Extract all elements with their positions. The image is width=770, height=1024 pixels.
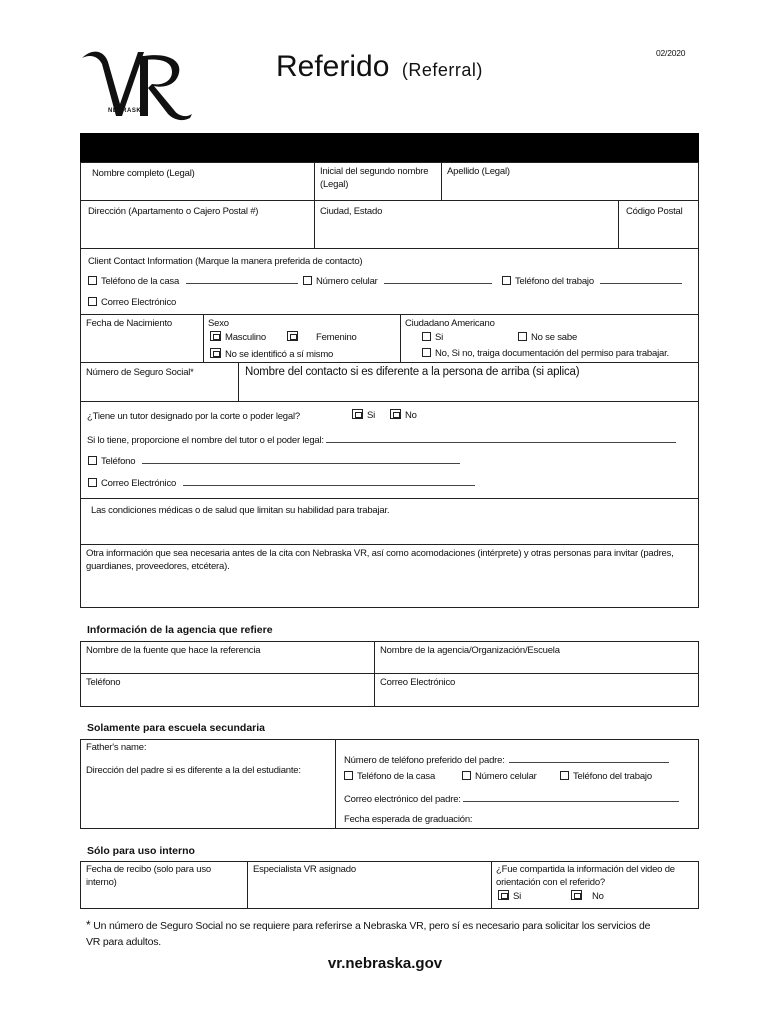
page-title: Referido (276, 50, 390, 83)
contact-name-field[interactable]: Nombre del contacto si es diferente a la persona de arriba (si aplica) (245, 366, 580, 378)
guardian-no-checkbox[interactable] (390, 409, 401, 419)
ssn-footnote (86, 916, 666, 951)
father-email-field[interactable]: Correo electrónico del padre: (344, 793, 679, 807)
form-header-bar (80, 133, 699, 163)
internal-section-heading: Sólo para uso interno (87, 845, 195, 857)
home-phone-checkbox[interactable] (88, 276, 97, 285)
father-home-phone-checkbox[interactable] (344, 771, 353, 780)
specialist-field[interactable]: Especialista VR asignado (253, 864, 356, 875)
father-address-field[interactable]: Dirección del padre si es diferente a la del estudiante: (86, 765, 301, 776)
female-checkbox[interactable] (287, 331, 298, 341)
father-preferred-phone-field[interactable]: Número de teléfono preferido del padre: (344, 754, 669, 768)
video-yes-checkbox[interactable] (498, 890, 509, 900)
guardian-name-field[interactable]: Si lo tiene, proporcione el nombre del tutor o el poder legal: (87, 434, 676, 448)
guardian-yes-option[interactable]: Si (352, 409, 375, 423)
guardian-no-option[interactable]: No (390, 409, 417, 423)
zip-field[interactable]: Código Postal (626, 206, 683, 217)
source-name-field[interactable]: Nombre de la fuente que hace la referencia (86, 645, 261, 656)
address-field[interactable]: Dirección (Apartamento o Cajero Postal #) (88, 206, 259, 217)
logo-state-text: NEBRASKA (108, 108, 147, 114)
received-date-field[interactable]: Fecha de recibo (solo para uso interno) (86, 864, 211, 888)
citizen-no-option[interactable]: No, Si no, traiga documentación del permiso para trabajar. (422, 348, 669, 361)
video-question: ¿Fue compartida la información del video de orientación con el referido? (496, 864, 675, 888)
sex-male-option[interactable]: Masculino (210, 331, 266, 345)
guardian-yes-checkbox[interactable] (352, 409, 363, 419)
guardian-phone-field[interactable]: Teléfono (88, 455, 460, 469)
citizen-yes-option[interactable]: Si (422, 332, 443, 345)
father-work-option[interactable]: Teléfono del trabajo (560, 771, 652, 784)
footer-url-link[interactable]: vr.nebraska.gov (327, 955, 443, 972)
sex-female-option[interactable]: Femenino (287, 331, 357, 345)
citizen-unknown-checkbox[interactable] (518, 332, 527, 341)
vr-logo (78, 42, 198, 122)
guardian-email-field[interactable]: Correo Electrónico (88, 477, 475, 491)
male-checkbox[interactable] (210, 331, 221, 341)
other-info-field[interactable]: Otra información que sea necesaria antes de la cita con Nebraska VR, así como acomodaciones (intérprete) y otras personas para invitar (padres, guardianes, proveedores, etcétera). (86, 548, 674, 572)
page-subtitle: (Referral) (401, 60, 483, 80)
middle-initial-field[interactable]: Inicial del segundo nombre (Legal) (320, 166, 429, 190)
video-no-checkbox[interactable] (571, 890, 582, 900)
citizen-yes-checkbox[interactable] (422, 332, 431, 341)
father-cell-checkbox[interactable] (462, 771, 471, 780)
dob-field[interactable]: Fecha de Nacimiento (86, 318, 172, 329)
video-yes-option[interactable]: Si (498, 890, 521, 904)
father-work-checkbox[interactable] (560, 771, 569, 780)
page-title-group (276, 50, 483, 84)
father-home-phone-option[interactable]: Teléfono de la casa (344, 771, 435, 784)
school-section-heading: Solamente para escuela secundaria (87, 722, 266, 734)
contact-info-label: Client Contact Information (Marque la manera preferida de contacto) (88, 256, 363, 267)
agency-section-heading: Información de la agencia que refiere (87, 624, 273, 636)
ssn-field[interactable]: Número de Seguro Social* (86, 367, 194, 378)
citizen-no-checkbox[interactable] (422, 348, 431, 357)
agency-email-field[interactable]: Correo Electrónico (380, 677, 456, 688)
full-name-field[interactable]: Nombre completo (Legal) (92, 168, 195, 179)
form-date-code: 02/2020 (656, 48, 686, 58)
email-checkbox[interactable] (88, 297, 97, 306)
sex-label: Sexo (208, 318, 229, 329)
client-section (80, 162, 699, 608)
father-cell-option[interactable]: Número celular (462, 771, 537, 784)
citizen-unknown-option[interactable]: No se sabe (518, 332, 577, 345)
cell-phone-option[interactable]: Número celular (303, 275, 492, 289)
agency-org-name-field[interactable]: Nombre de la agencia/Organización/Escuela (380, 645, 560, 656)
guardian-email-checkbox[interactable] (88, 478, 97, 487)
not-identified-checkbox[interactable] (210, 348, 221, 358)
graduation-date-field[interactable]: Fecha esperada de graduación: (344, 814, 473, 825)
home-phone-option[interactable]: Teléfono de la casa (88, 275, 298, 289)
footnote-text: Un número de Seguro Social no se requiere para referirse a Nebraska VR, pero sí es necesario para solicitar los servicios de VR para adultos. (86, 920, 651, 948)
video-no-option[interactable]: No (571, 890, 604, 904)
citizen-label: Ciudadano Americano (405, 318, 495, 329)
father-name-field[interactable]: Father's name: (86, 742, 147, 753)
cell-phone-checkbox[interactable] (303, 276, 312, 285)
footnote-asterisk: * (86, 918, 91, 932)
sex-not-identified-option[interactable]: No se identificó a sí mismo (210, 348, 333, 362)
guardian-question: ¿Tiene un tutor designado por la corte o poder legal? (87, 411, 300, 422)
medical-conditions-field[interactable]: Las condiciones médicas o de salud que limitan su habilidad para trabajar. (91, 505, 390, 516)
work-phone-checkbox[interactable] (502, 276, 511, 285)
work-phone-option[interactable]: Teléfono del trabajo (502, 275, 682, 289)
last-name-field[interactable]: Apellido (Legal) (447, 166, 510, 177)
city-state-field[interactable]: Ciudad, Estado (320, 206, 383, 217)
email-option[interactable]: Correo Electrónico (88, 297, 176, 310)
agency-phone-field[interactable]: Teléfono (86, 677, 121, 688)
guardian-phone-checkbox[interactable] (88, 456, 97, 465)
